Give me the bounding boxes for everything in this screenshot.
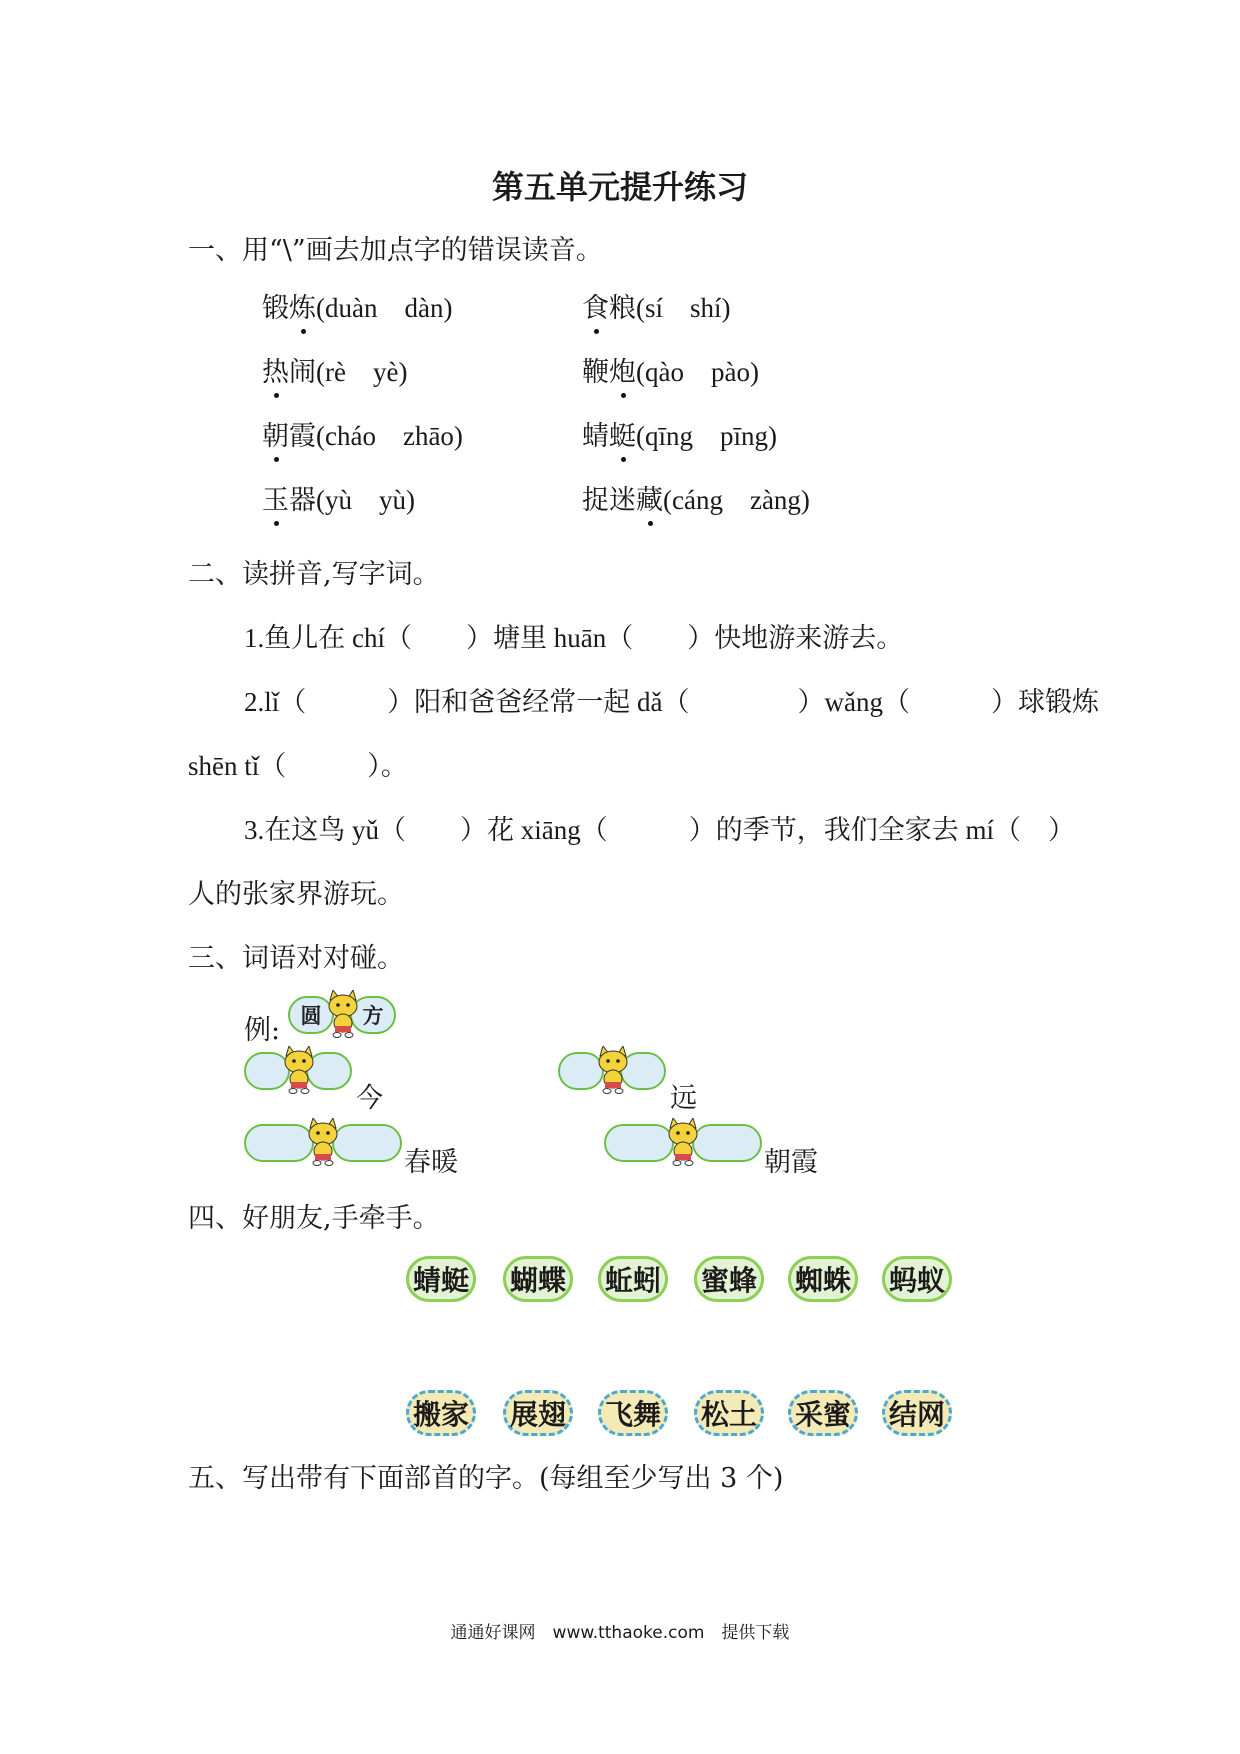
action-chip[interactable]: 松土 [694,1390,764,1436]
question-3-line-2: 人的张家界游玩。 [188,879,404,909]
question-2-line-2: shēn tǐ（ ）。 [188,751,408,781]
given-word-jin: 今 [356,1083,383,1114]
action-chip[interactable]: 结网 [882,1390,952,1436]
cat-icon [322,990,364,1038]
example-label: 例: [244,1015,281,1046]
insect-chip[interactable]: 蜘蛛 [788,1256,858,1302]
reading-item-1: 锻炼(duàn dàn) [262,286,452,325]
insect-chip[interactable]: 蚯蚓 [598,1256,668,1302]
action-chip[interactable]: 搬家 [406,1390,476,1436]
example-word-pair [288,996,398,1040]
example-right-bubble: 方 [350,996,396,1034]
action-chip[interactable]: 飞舞 [598,1390,668,1436]
given-word-yuan: 远 [670,1083,697,1114]
reading-item-2: 食粮(sí shí) [582,286,731,325]
example-left-bubble: 圆 [288,996,334,1034]
insect-chip[interactable]: 蚂蚁 [882,1256,952,1302]
reading-item-6: 蜻蜓(qīng pīng) [582,414,777,453]
action-chip[interactable]: 展翅 [503,1390,573,1436]
word-pair-2 [558,1052,668,1096]
reading-item-5: 朝霞(cháo zhāo) [262,414,463,453]
cat-icon [302,1118,344,1166]
section-1-heading: 一、用“\”画去加点字的错误读音。 [188,235,603,266]
section-5-heading: 五、写出带有下面部首的字。(每组至少写出 3 个) [188,1463,784,1494]
reading-item-3: 热闹(rè yè) [262,350,407,389]
given-word-chunnuan: 春暖 [404,1147,458,1178]
insect-chip[interactable]: 蜜蜂 [694,1256,764,1302]
insect-chip[interactable]: 蜻蜓 [406,1256,476,1302]
word-pair-3 [244,1124,404,1168]
footer-credit: 通通好课网 www.tthaoke.com 提供下载 [450,1623,790,1643]
cat-icon [662,1118,704,1166]
word-pair-4 [604,1124,764,1168]
section-3-heading: 三、词语对对碰。 [188,943,404,974]
question-1: 1.鱼儿在 chí（ ）塘里 huān（ ）快地游来游去。 [244,623,904,653]
page-title: 第五单元提升练习 [491,168,748,206]
question-3-line-1: 3.在这鸟 yǔ（ ）花 xiāng（ ）的季节，我们全家去 mí（ ） [244,815,1075,845]
reading-item-8: 捉迷藏(cáng zàng) [582,478,810,517]
reading-item-4: 鞭炮(qào pào) [582,350,759,389]
action-chip[interactable]: 采蜜 [788,1390,858,1436]
cat-icon [592,1046,634,1094]
given-word-zhaoxia: 朝霞 [764,1147,818,1178]
word-pair-1 [244,1052,354,1096]
question-2-line-1: 2.lǐ（ ）阳和爸爸经常一起 dǎ（ ）wǎng（ ）球锻炼 [244,687,1099,717]
section-4-heading: 四、好朋友,手牵手。 [188,1203,440,1234]
insect-chip[interactable]: 蝴蝶 [503,1256,573,1302]
reading-item-7: 玉器(yù yù) [262,478,415,517]
section-2-heading: 二、读拼音,写字词。 [188,559,440,590]
cat-icon [278,1046,320,1094]
